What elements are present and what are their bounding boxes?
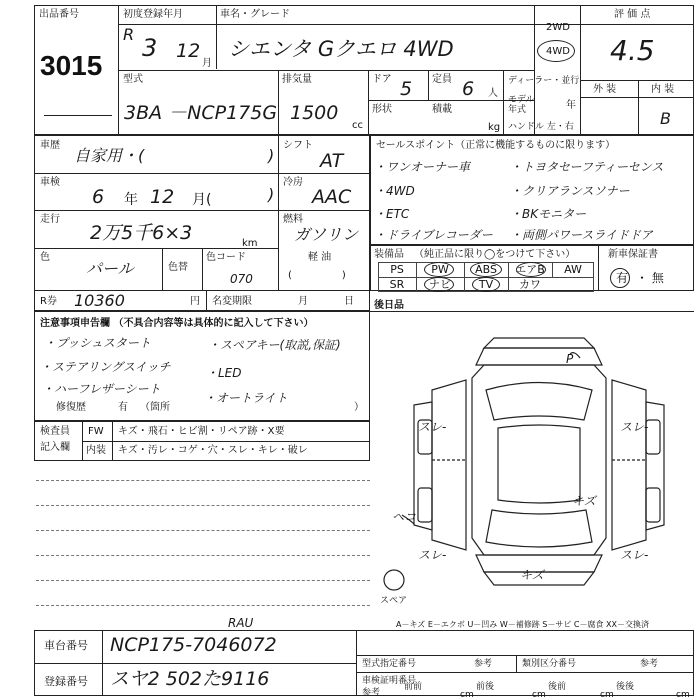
- fw-label: FW: [88, 426, 104, 437]
- selling-points-title: セールスポイント（正常に機能するものに限ります）: [376, 140, 616, 151]
- category-label: 類別区分番号: [522, 659, 577, 669]
- model-label: 型式: [123, 74, 143, 85]
- selling-point-2: ・4WD: [374, 184, 415, 198]
- model-year-label: モデル 年式: [508, 95, 535, 115]
- cooler-label: 冷房: [283, 177, 303, 188]
- lot-number: 3015: [40, 50, 103, 81]
- type-designation-label: 型式指定番号: [362, 659, 417, 669]
- shape-label: 形状: [372, 104, 392, 115]
- plate-label: 登録番号: [44, 675, 88, 688]
- selling-point-1: ・ワンオーナー車: [374, 160, 471, 174]
- equipment-title: 装備品: [374, 249, 404, 260]
- equip-pw: PW: [431, 263, 449, 276]
- notice-6: ・オートライト: [204, 391, 288, 405]
- repair-place: 箇所: [150, 402, 170, 413]
- car-name: シエンタ Gクエロ 4WD: [228, 37, 454, 61]
- notice-1: ・プッシュスタート: [44, 336, 151, 350]
- front-rear-label: 前後: [476, 682, 495, 692]
- interior-row-label: 内装: [86, 445, 106, 456]
- displacement-value: 1500: [290, 102, 339, 124]
- mileage-value: 2万5千6×3: [90, 222, 193, 244]
- km-unit: km: [242, 238, 258, 249]
- insp-close-paren: ): [268, 185, 275, 204]
- category-ref: 参考: [640, 659, 659, 669]
- recycle-value: 10360: [74, 291, 125, 310]
- drive-4wd-circle: [537, 40, 575, 62]
- rating-main: 4.5: [610, 34, 655, 67]
- fuel-label: 燃料: [283, 214, 303, 225]
- cm-unit-3: cm: [600, 690, 614, 700]
- reg-year: 3: [142, 34, 158, 62]
- interior-grade: B: [660, 109, 671, 128]
- cert-label: 車検証明番号: [362, 676, 417, 686]
- equip-tv: TV: [478, 278, 494, 291]
- warranty-yes-circle: [610, 268, 630, 288]
- repair-paren-close: ）: [354, 402, 364, 413]
- color-code: 070: [230, 272, 253, 286]
- yen-unit: 円: [190, 296, 200, 307]
- equip-circle-pw: [424, 262, 454, 277]
- repair-yes: 有: [118, 402, 128, 413]
- name-grade-label: 車名・グレード: [220, 9, 290, 20]
- equip-circle-navi: [424, 277, 454, 292]
- equip-leather: カワ: [519, 278, 541, 291]
- selling-point-8: ・両側パワースライドドア: [510, 228, 653, 242]
- damage-mark-scratch-1: キズ: [520, 568, 544, 582]
- damage-mark-dent: ヘコ: [392, 510, 417, 524]
- car-diagram: [374, 310, 694, 630]
- cooler-value: AAC: [312, 186, 352, 208]
- inspection-label: 車検: [40, 177, 60, 188]
- warranty-yes: 有: [616, 271, 629, 285]
- damage-mark-front-left: スレ-: [418, 420, 447, 434]
- selling-point-3: ・ETC: [374, 207, 410, 221]
- notice-4: ・スペアキー(取説,保証): [208, 338, 341, 352]
- dealer-label: ディーラー・並行: [508, 76, 580, 86]
- month-unit: 月: [298, 296, 308, 307]
- mileage-label: 走行: [40, 214, 60, 225]
- cc-unit: cc: [352, 120, 363, 131]
- shift-value: AT: [320, 150, 344, 172]
- plate-value: スヤ2 502た9116: [110, 668, 270, 690]
- recycle-label: R券: [40, 296, 57, 307]
- equip-circle-abs: [470, 262, 502, 277]
- chassis-label: 車台番号: [44, 639, 88, 652]
- front-front-label: 前前: [404, 682, 423, 692]
- inspector-label-2: 記入欄: [40, 442, 70, 453]
- interior-label: 内 装: [651, 84, 675, 95]
- equip-abs: ABS: [475, 263, 497, 276]
- equip-navi: ナビ: [429, 278, 451, 291]
- equip-airbag: エアB: [515, 263, 545, 276]
- insp-month: 12: [150, 186, 175, 208]
- spare-label: スペア: [380, 596, 408, 606]
- color-change-label: 色替: [168, 262, 188, 273]
- damage-mark-rear-right: スレ-: [620, 548, 649, 562]
- load-label: 積載: [432, 104, 452, 115]
- capacity-label: 定員: [432, 74, 452, 85]
- era: R: [123, 25, 135, 44]
- diagram-legend: A－キズ E－エクボ U－凹み W－補修跡 S－サビ C－腐食 XX－交換済: [396, 620, 650, 629]
- fuel-paren: ( ): [288, 270, 346, 281]
- drive-2wd: 2WD: [546, 22, 570, 33]
- fw-text: キズ・飛石・ヒビ割・リペア跡・X要: [118, 426, 285, 437]
- selling-point-4: ・ドライブレコーダー: [374, 228, 493, 242]
- equip-sr: SR: [389, 278, 405, 291]
- equip-circle-airbag: [516, 262, 546, 277]
- cm-unit-1: cm: [460, 690, 474, 700]
- cm-unit-2: cm: [532, 690, 546, 700]
- history-label: 車歴: [40, 140, 60, 151]
- shift-label: シフト: [283, 140, 313, 151]
- day-unit: 日: [344, 296, 354, 307]
- equipment-note: （純正品に限り◯をつけて下さい）: [414, 249, 576, 260]
- kg-unit: kg: [488, 122, 501, 133]
- notice-2: ・ステアリングスイッチ: [40, 360, 171, 374]
- reg-month: 12: [176, 40, 201, 62]
- lot-label: 出品番号: [39, 9, 79, 20]
- warranty-no: ・ 無: [636, 271, 664, 285]
- door-label: ドア: [372, 74, 392, 85]
- equip-ps: PS: [390, 263, 404, 276]
- drive-4wd: 4WD: [546, 46, 570, 57]
- selling-point-6: ・クリアランスソナー: [510, 184, 630, 198]
- color-label: 色: [40, 252, 50, 263]
- notice-3: ・ハーフレザーシート: [42, 382, 161, 396]
- selling-point-7: ・BKモニター: [510, 207, 587, 221]
- name-change-label: 名変期限: [212, 296, 252, 307]
- handle-label: ハンドル 左・右: [508, 122, 574, 132]
- fuel-value: ガソリン: [294, 225, 359, 244]
- color-value: パール: [86, 259, 134, 278]
- damage-mark-front-right: スレ-: [620, 420, 649, 434]
- equip-aw: AW: [564, 263, 582, 276]
- rating-label: 評 価 点: [614, 9, 651, 20]
- model-value: 3BA －NCP175G: [124, 102, 278, 124]
- notice-5: ・LED: [206, 366, 242, 380]
- doors-value: 5: [400, 78, 413, 100]
- notes-label: 後日品: [374, 300, 404, 311]
- selling-point-5: ・トヨタセーフティーセンス: [510, 160, 664, 174]
- year-unit: 年: [566, 100, 576, 111]
- history-close-paren: ): [268, 146, 275, 165]
- insp-year: 6: [92, 186, 105, 208]
- insp-month-unit: 月(: [192, 192, 212, 208]
- damage-mark-rear-left: スレ-: [418, 548, 447, 562]
- history-value: 自家用・(: [74, 146, 145, 165]
- color-code-label: 色コード: [206, 252, 246, 263]
- interior-row-text: キズ・汚レ・コゲ・穴・スレ・キレ・破レ: [118, 445, 308, 456]
- inspector-label-1: 検査員: [40, 426, 70, 437]
- insp-year-unit: 年: [124, 192, 138, 208]
- cert-ref: 参考: [362, 688, 381, 698]
- repair-paren-open: （: [140, 402, 150, 413]
- damage-mark-p: P: [566, 352, 574, 366]
- exterior-label: 外 装: [593, 84, 617, 95]
- reg-month-unit: 月: [202, 58, 212, 69]
- chassis-value: NCP175-7046072: [110, 634, 277, 656]
- first-reg-label: 初度登録年月: [123, 9, 183, 20]
- capacity-value: 6: [462, 78, 475, 100]
- person-unit: 人: [488, 88, 498, 99]
- hand-note: RAU: [228, 616, 254, 630]
- type-designation-ref: 参考: [474, 659, 493, 669]
- displacement-label: 排気量: [282, 74, 312, 85]
- notices-title: 注意事項申告欄 （不具合内容等は具体的に記入して下さい）: [40, 318, 314, 329]
- rear-front-label: 後前: [548, 682, 567, 692]
- warranty-label: 新車保証書: [608, 249, 658, 260]
- rear-rear-label: 後後: [616, 682, 635, 692]
- cm-unit-4: cm: [676, 690, 690, 700]
- damage-mark-scratch-2: キズ: [572, 494, 596, 508]
- equip-circle-tv: [472, 277, 500, 292]
- repair-label: 修復歴: [56, 402, 86, 413]
- fuel-light: 軽 油: [308, 252, 332, 263]
